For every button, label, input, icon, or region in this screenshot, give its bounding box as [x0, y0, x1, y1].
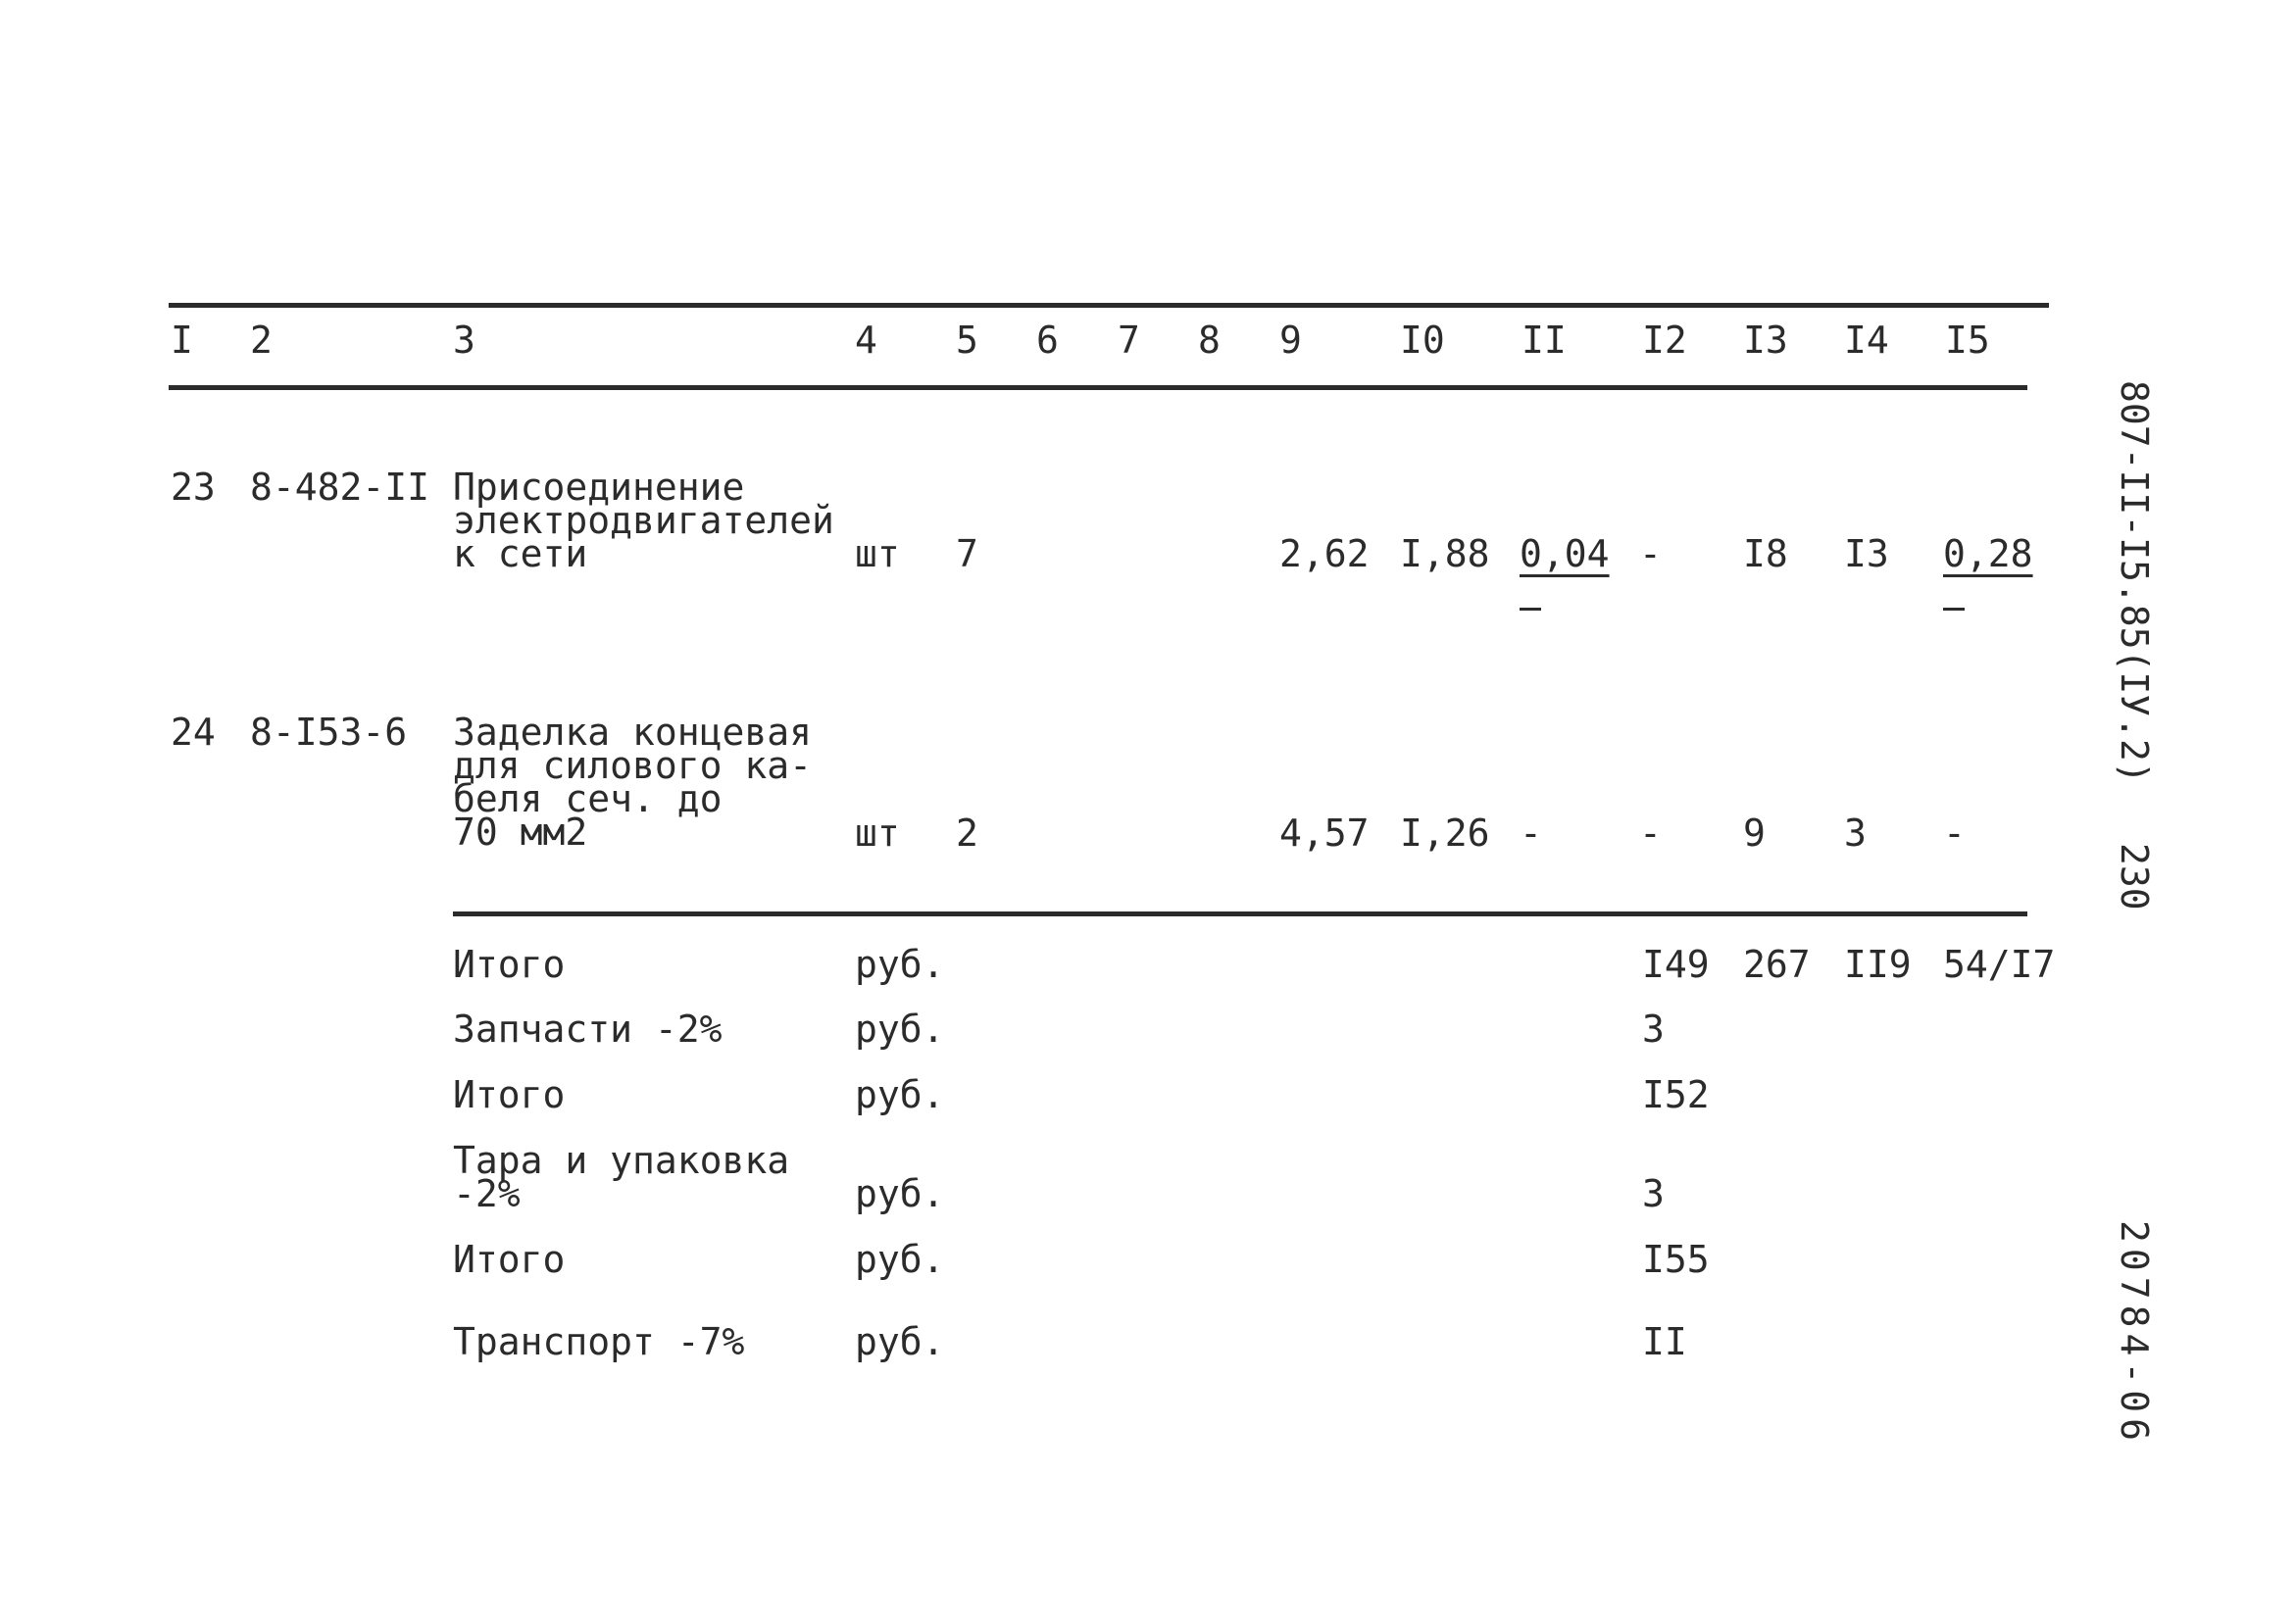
- col-header-10: I0: [1400, 319, 1445, 362]
- row-code: 8-482-II: [250, 466, 430, 509]
- row-col-14: 3: [1844, 812, 1867, 855]
- totals-unit: руб.: [855, 1320, 945, 1363]
- totals-col-12: I49: [1642, 943, 1710, 986]
- col-header-14: I4: [1844, 319, 1889, 362]
- row-col-10: I,26: [1400, 812, 1490, 855]
- totals-label: Итого: [453, 1238, 566, 1281]
- row-col-12: -: [1639, 812, 1662, 855]
- row-col-10: I,88: [1400, 532, 1490, 575]
- row-col-13: 9: [1743, 812, 1766, 855]
- totals-unit: руб.: [855, 943, 945, 986]
- col-header-4: 4: [855, 319, 877, 362]
- col-header-1: I: [171, 319, 193, 362]
- totals-col-12: I55: [1642, 1238, 1710, 1281]
- totals-col-12: I52: [1642, 1073, 1710, 1116]
- row-col-9: 4,57: [1279, 812, 1370, 855]
- row-col-14: I3: [1844, 532, 1889, 575]
- page-number: 230: [2113, 843, 2156, 910]
- row-col-9: 2,62: [1279, 532, 1370, 575]
- row-col-15: -: [1943, 812, 1966, 855]
- row-col-12: -: [1639, 532, 1662, 575]
- row-unit: шт: [855, 532, 900, 575]
- totals-label: Итого: [453, 1073, 566, 1116]
- totals-label: Итого: [453, 943, 566, 986]
- row-col-13: I8: [1743, 532, 1788, 575]
- archive-number: 20784-06: [2113, 1220, 2156, 1448]
- fraction-denominator-dash: [1520, 608, 1541, 611]
- totals-col-12: 3: [1642, 1172, 1665, 1215]
- col-header-8: 8: [1198, 319, 1221, 362]
- document-code: 807-II-I5.85(IУ.2): [2113, 380, 2156, 784]
- totals-unit: руб.: [855, 1172, 945, 1215]
- totals-unit: руб.: [855, 1238, 945, 1281]
- totals-label: Тара и упаковка -2%: [453, 1139, 790, 1215]
- totals-col-14: II9: [1844, 943, 1912, 986]
- row-unit: шт: [855, 812, 900, 855]
- col-header-12: I2: [1642, 319, 1687, 362]
- row-quantity: 7: [956, 532, 978, 575]
- totals-col-13: 267: [1743, 943, 1811, 986]
- header-bottom-rule: [169, 385, 2027, 390]
- row-col-11: -: [1520, 812, 1542, 855]
- totals-unit: руб.: [855, 1073, 945, 1116]
- row-code: 8-I53-6: [250, 711, 408, 754]
- row-quantity: 2: [956, 812, 978, 855]
- col-header-13: I3: [1743, 319, 1788, 362]
- totals-col-12: II: [1642, 1320, 1687, 1363]
- col-header-9: 9: [1279, 319, 1302, 362]
- totals-unit: руб.: [855, 1008, 945, 1051]
- col-header-7: 7: [1118, 319, 1140, 362]
- totals-col-12: 3: [1642, 1008, 1665, 1051]
- row-description: Присоединение электродвигателей к сети: [453, 466, 834, 575]
- totals-label: Транспорт -7%: [453, 1320, 745, 1363]
- totals-label: Запчасти -2%: [453, 1008, 723, 1051]
- col-header-11: II: [1522, 319, 1567, 362]
- row-col-11: 0,04: [1520, 532, 1610, 575]
- row-number: 24: [171, 711, 216, 754]
- col-header-15: I5: [1945, 319, 1990, 362]
- col-header-6: 6: [1036, 319, 1059, 362]
- col-header-2: 2: [250, 319, 273, 362]
- col-header-5: 5: [956, 319, 978, 362]
- row-col-15: 0,28: [1943, 532, 2033, 575]
- header-top-rule: [169, 303, 2049, 308]
- row-number: 23: [171, 466, 216, 509]
- totals-rule: [453, 911, 2027, 916]
- row-description: Заделка концевая для силового ка- беля сеч. до 70 мм2: [453, 711, 813, 854]
- col-header-3: 3: [453, 319, 475, 362]
- totals-col-15: 54/I7: [1943, 943, 2056, 986]
- fraction-denominator-dash: [1943, 608, 1965, 611]
